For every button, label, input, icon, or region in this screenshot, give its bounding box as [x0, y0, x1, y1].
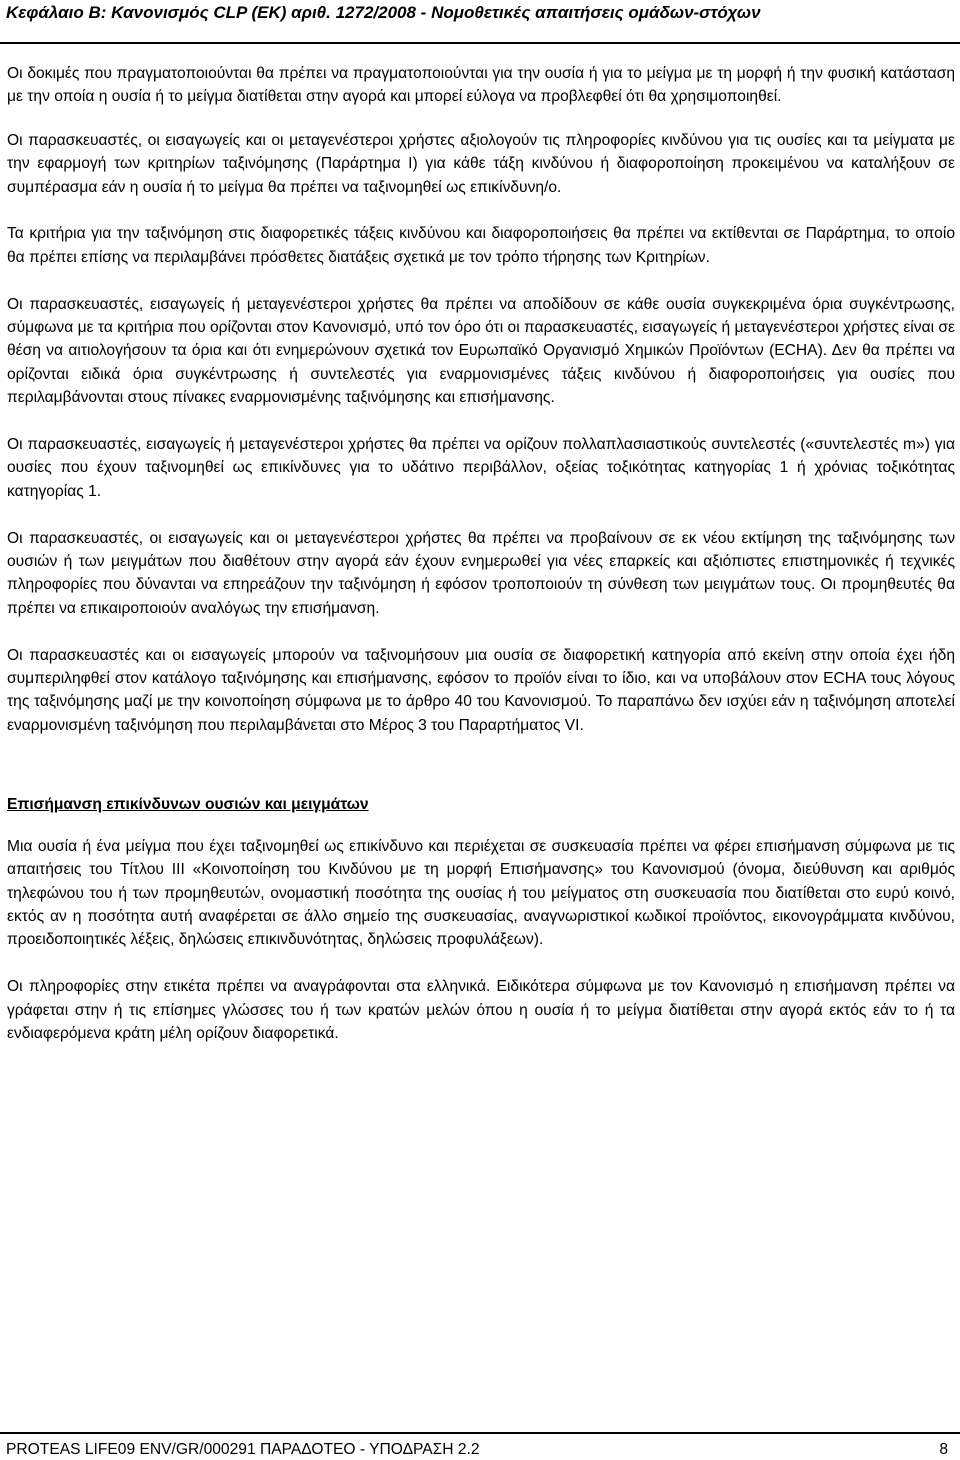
paragraph-reassessment: Οι παρασκευαστές, οι εισαγωγείς και οι μεταγενέστεροι χρήστες θα πρέπει να προβαίνουν σε εκ νέου εκτίμηση της ταξινόμησης των ουσιών ή των μειγμάτων που διαθέτουν στην αγορά εάν έχουν ενημερωθεί για νέες επαρκείς και αξιόπιστες επιστημονικές ή τεχνικές πληροφορίες που δύνανται να επηρεάζουν την ταξινόμηση ή εφόσον τροποποιούν τη σύνθεση των μειγμάτων τους. Οι προμηθευτές θα πρέπει να επικαιροποιούν αναλόγως την επισήμανση.	[7, 529, 955, 617]
section-heading-labelling: Επισήμανση επικίνδυνων ουσιών και μειγμάτων	[7, 796, 369, 814]
paragraph-testing: Οι δοκιμές που πραγματοποιούνται θα πρέπει να πραγματοποιούνται για την ουσία ή για το μείγμα με τη μορφή ή την φυσική κατάσταση με την οποία η ουσία ή το μείγμα διατίθεται στην αγορά και μπορεί εύλογα να προβλεφθεί ότι θα χρησιμοποιηθεί.	[7, 65, 955, 106]
footer-project-reference: PROTEAS LIFE09 ENV/GR/000291 ΠΑΡΑΔΟΤΕΟ - ΥΠΟΔΡΑΣΗ 2.2	[6, 1441, 480, 1458]
chapter-title: Κεφάλαιο Β: Κανονισμός CLP (ΕΚ) αριθ. 1272/2008 - Νομοθετικές απαιτήσεις ομάδων-στόχων	[6, 3, 761, 22]
document-body	[7, 62, 955, 1069]
paragraph-label-requirements: Μια ουσία ή ένα μείγμα που έχει ταξινομηθεί ως επικίνδυνο και περιέχεται σε συσκευασία πρέπει να φέρει επισήμανση σύμφωνα με τις απαιτήσεις του Τίτλου ΙΙΙ «Κοινοποίηση του Κινδύνου με τη μορφή Επισήμανσης» του Κανονισμού (όνομα, διεύθυνση και αριθμός τηλεφώνου του ή των προμηθευτών, ονομαστική ποσότητα της ουσίας ή του μείγματος στη συσκευασία που διατίθεται στο ευρύ κοινό, εκτός αν η ποσότητα αυτή αναφέρεται σε άλλο σημείο της συσκευασίας, αναγνωριστικοί κωδικοί προϊόντος, εικονογράμματα κινδύνου, προειδοποιητικές λέξεις, δηλώσεις επικινδυνότητας, δηλώσεις προφυλάξεων).	[7, 837, 955, 949]
paragraph-hazard-assessment: Οι παρασκευαστές, οι εισαγωγείς και οι μεταγενέστεροι χρήστες αξιολογούν τις πληροφορίες κινδύνου για τις ουσίες και τα μείγματα με την εφαρμογή των κριτηρίων ταξινόμησης (Παράρτημα Ι) για κάθε τάξη κινδύνου ή διαφοροποίηση προκειμένου να καταλήξουν σε συμπέρασμα εάν η ουσία ή το μείγμα θα πρέπει να ταξινομηθεί ως επικίνδυνη/ο.	[7, 131, 955, 196]
paragraph-m-factors: Οι παρασκευαστές, εισαγωγείς ή μεταγενέστεροι χρήστες θα πρέπει να ορίζουν πολλαπλασιαστικούς συντελεστές («συντελεστές m») για ουσίες που έχουν ταξινομηθεί ως επικίνδυνες για το υδάτινο περιβάλλον, οξείας τοξικότητας κατηγορίας 1 ή χρόνιας τοξικότητας κατηγορίας 1.	[7, 436, 955, 500]
page-footer	[0, 1432, 960, 1460]
paragraph-label-language: Οι πληροφορίες στην ετικέτα πρέπει να αναγράφονται στα ελληνικά. Ειδικότερα σύμφωνα με τον Κανονισμό η επισήμανση πρέπει να γράφεται στην ή τις επίσημες γλώσσες του ή των κρατών μελών όπου η ουσία ή το μείγμα διατίθεται στην αγορά εκτός εάν το ή τα ενδιαφερόμενα κράτη μέλη ορίζουν διαφορετικά.	[7, 978, 955, 1042]
paragraph-concentration-limits: Οι παρασκευαστές, εισαγωγείς ή μεταγενέστεροι χρήστες θα πρέπει να αποδίδουν σε κάθε ουσία συγκεκριμένα όρια συγκέντρωσης, σύμφωνα με τα κριτήρια που ορίζονται στον Κανονισμό, υπό τον όρο ότι οι παρασκευαστές, εισαγωγείς ή μεταγενέστεροι χρήστες είναι σε θέση να αιτιολογήσουν τα όρια και ότι ενημερώνουν σχετικά τον Ευρωπαϊκό Οργανισμό Χημικών Προϊόντων (ECHA). Δεν θα πρέπει να ορίζονται ειδικά όρια συγκέντρωσης ή συντελεστές για εναρμονισμένες τάξεις κινδύνου ή διαφοροποιήσεις για ουσίες που περιλαμβάνονται στους πίνακες εναρμονισμένης ταξινόμησης και επισήμανσης.	[7, 295, 955, 407]
paragraph-different-classification: Οι παρασκευαστές και οι εισαγωγείς μπορούν να ταξινομήσουν μια ουσία σε διαφορετική κατηγορία από εκείνη στην οποία έχει ήδη συμπεριληφθεί στον κατάλογο ταξινόμησης και επισήμανσης, εφόσον το προϊόν είναι το ίδιο, και να υποβάλουν στον ECHA τους λόγους της ταξινόμησης μαζί με την κοινοποίηση σύμφωνα με το άρθρο 40 του Κανονισμού. Το παραπάνω δεν ισχύει εάν η ταξινόμηση αποτελεί εναρμονισμένη ταξινόμηση που περιλαμβάνεται στο Μέρος 3 του Παραρτήματος VI.	[7, 646, 955, 734]
paragraph-criteria-annex: Τα κριτήρια για την ταξινόμηση στις διαφορετικές τάξεις κινδύνου και διαφοροποιήσεις θα πρέπει να εκτίθενται σε Παράρτημα, το οποίο θα πρέπει επίσης να περιλαμβάνει πρόσθετες διατάξεις σχετικά με τον τρόπο τήρησης των Κριτηρίων.	[7, 225, 955, 266]
page-number: 8	[939, 1441, 948, 1458]
page-header	[0, 0, 960, 44]
